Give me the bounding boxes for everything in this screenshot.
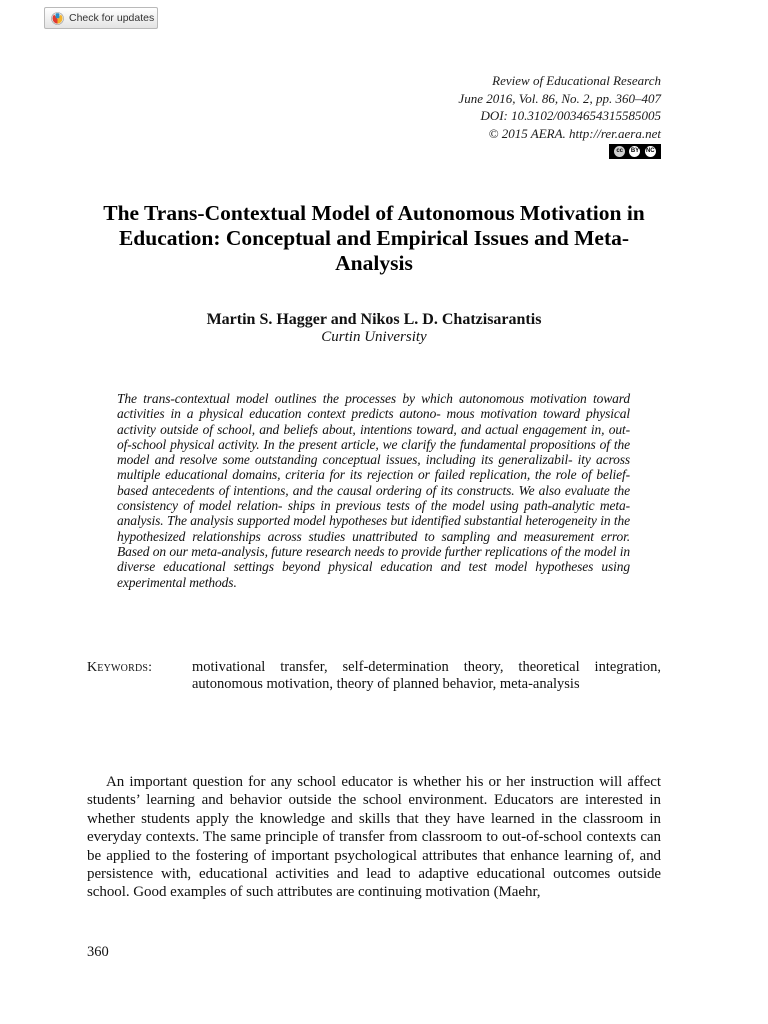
journal-info — [458, 72, 661, 142]
journal-doi: DOI: 10.3102/0034654315585005 — [480, 108, 661, 123]
cc-license-badge — [609, 144, 661, 159]
cc-icon: cc — [614, 146, 625, 157]
body-paragraph: An important question for any school educator is whether his or her instruction will affect students’ learning and behavior outside the school environment. Educators are interested in whether students apply the knowledge and skills that they have learned in the classroom in everyday contexts. The same principle of transfer from classroom to out-of-school contexts can be applied to the fostering of important psychological attributes that enhance learning of, and persistence with, educational activities and lead to adaptive educational outcomes outside school. Good examples of such attributes are continuing motivation (Maehr, — [87, 774, 661, 901]
page-number: 360 — [87, 944, 109, 960]
author-affiliation: Curtin University — [321, 329, 427, 345]
article-authors: Martin S. Hagger and Nikos L. D. Chatzisarantis — [206, 311, 542, 328]
journal-copyright: © 2015 AERA. http://rer.aera.net — [488, 125, 661, 141]
article-title: The Trans-Contextual Model of Autonomous Motivation in Education: Conceptual and Empirical Issues and Meta-Analysis — [103, 201, 645, 275]
journal-issue: June 2016, Vol. 86, No. 2, pp. 360–407 — [458, 90, 661, 106]
keywords-list: motivational transfer, self-determination theory, theoretical integration, autonomous motivation, theory of planned behavior, meta-analysis — [192, 659, 661, 692]
abstract: The trans-contextual model outlines the processes by which autonomous motivation toward activities in a physical education context predicts autono- mous motivation toward physical activity outside of school, and beliefs about, intentions toward, and actual engagement in, out-of-school physical activity. In the present article, we clarify the fundamental propositions of the model and resolve some outstanding conceptual issues, including its generalizabil- ity across multiple educational domains, criteria for its rejection or failed replication, the role of belief-based antecedents of intentions, and the causal ordering of its constructs. We also evaluate the consistency of model relation- ships in previous tests of the model using path-analytic meta-analysis. The analysis supported model hypotheses but identified substantial heterogeneity in the hypothesized relationships across studies unattributed to sampling and measurement error. Based on our meta-analysis, future research needs to provide further replications of the model in diverse educational settings beyond physical education and test model hypotheses using experimental methods. — [117, 391, 630, 590]
journal-name: Review of Educational Research — [492, 73, 661, 88]
crossmark-icon — [51, 12, 64, 25]
nc-icon: NC — [645, 146, 656, 157]
keywords-label: Keywords: — [87, 660, 153, 675]
check-for-updates-label: Check for updates — [69, 12, 155, 24]
check-for-updates-button[interactable] — [44, 7, 158, 29]
by-icon: BY — [629, 146, 640, 157]
